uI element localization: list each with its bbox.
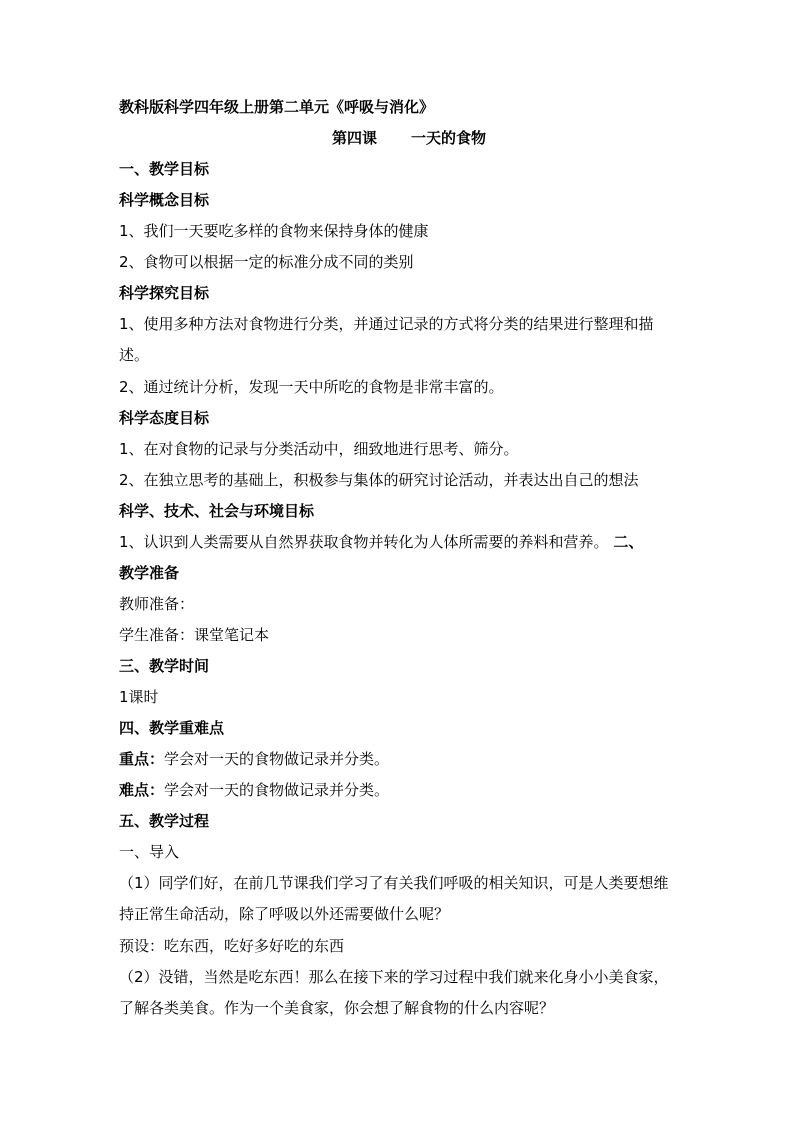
difficult-point [119,780,679,800]
attitude-heading: 科学态度目标 [119,409,210,427]
prep-section-number: 二、 [613,533,644,551]
key-point [119,749,679,769]
intro-paragraph-1: （1）同学们好，在前几节课我们学习了有关我们呼吸的相关知识，可是人类要想维持正常生命活动，除了呼吸以外还需要做什么呢？ [119,874,669,923]
time-value: 1课时 [119,688,159,706]
attitude-item-1: 1、在对食物的记录与分类活动中，细致地进行思考、筛分。 [119,440,519,458]
sts-heading: 科学、技术、社会与环境目标 [119,502,315,520]
intro-preset: 预设：吃东西，吃好多好吃的东西 [119,937,345,955]
prep-heading: 教学准备 [119,564,180,582]
key-heading: 四、教学重难点 [119,719,225,737]
lesson-name: 一天的食物 [411,129,487,147]
prep-teacher: 教师准备： [119,595,195,613]
lesson-title [0,128,794,148]
concept-item-2: 2、食物可以根据一定的标准分成不同的类别 [119,253,414,271]
attitude-item-2: 2、在独立思考的基础上，积极参与集体的研究讨论活动，并表达出自己的想法 [119,471,639,489]
time-heading: 三、教学时间 [119,657,210,675]
diff-text: 学会对一天的食物做记录并分类。 [164,781,390,799]
diff-label: 难点： [119,781,165,799]
inquiry-item-1: 1、使用多种方法对食物进行分类，并通过记录的方式将分类的结果进行整理和描述。 [119,315,654,364]
sts-item-1 [119,532,679,552]
key-label: 重点： [119,750,165,768]
inquiry-item-2: 2、通过统计分析，发现一天中所吃的食物是非常丰富的。 [119,378,504,396]
intro-paragraph-2: （2）没错，当然是吃东西！那么在接下来的学习过程中我们就来化身小小美食家，了解各类美食。作为一个美食家，你会想了解食物的什么内容呢？ [119,968,669,1017]
process-heading: 五、教学过程 [119,812,210,830]
concept-heading: 科学概念目标 [119,191,210,209]
sts-item-1-text: 1、认识到人类需要从自然界获取食物并转化为人体所需要的养料和营养。 [119,533,609,551]
prep-student: 学生准备：课堂笔记本 [119,626,270,644]
inquiry-heading: 科学探究目标 [119,284,210,302]
key-text: 学会对一天的食物做记录并分类。 [164,750,390,768]
intro-heading: 一、导入 [119,843,180,861]
lesson-number: 第四课 [331,129,377,147]
unit-title: 教科版科学四年级上册第二单元《呼吸与消化》 [119,98,435,116]
concept-item-1: 1、我们一天要吃多样的食物来保持身体的健康 [119,222,429,240]
goals-heading: 一、教学目标 [119,160,210,178]
